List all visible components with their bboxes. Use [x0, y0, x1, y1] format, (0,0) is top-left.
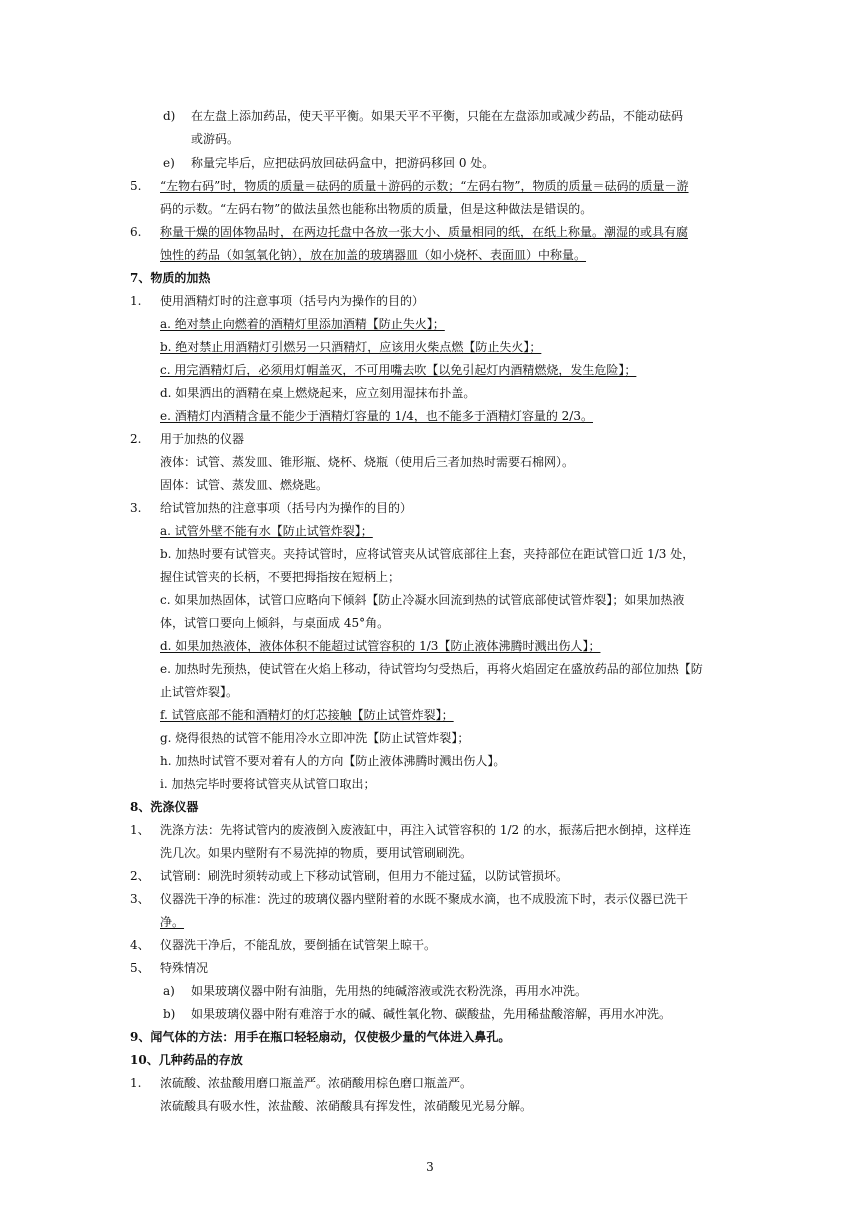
text-line: 称量干燥的固体物品时，在两边托盘中各放一张大小、质量相同的纸，在纸上称量。潮湿的或具有腐: [160, 225, 689, 239]
section-heading: 7、物质的加热: [130, 271, 211, 285]
item-marker: 1、: [130, 823, 150, 837]
page-number: 3: [426, 1160, 434, 1174]
item-marker: 2、: [130, 869, 150, 883]
text-line: a. 试管外壁不能有水【防止试管炸裂】；: [160, 524, 373, 538]
text-line: 体，试管口要向上倾斜，与桌面成 45°角。: [160, 616, 390, 630]
text-line: i. 加热完毕时要将试管夹从试管口取出；: [160, 777, 376, 791]
text-line: 止试管炸裂】。: [160, 685, 239, 699]
item-marker: 1.: [130, 294, 142, 308]
item-marker: 3、: [130, 892, 150, 906]
item-marker: 5、: [130, 961, 150, 975]
text-line: c. 用完酒精灯后，必须用灯帽盖灭，不可用嘴去吹【以免引起灯内酒精燃烧，发生危险】；: [160, 363, 637, 377]
text-line: 用于加热的仪器: [160, 432, 245, 446]
section-heading: 10、几种药品的存放: [130, 1053, 243, 1067]
text-line: 或游码。: [191, 132, 240, 146]
text-line: 浓硫酸具有吸水性，浓盐酸、浓硝酸具有挥发性，浓硝酸见光易分解。: [160, 1099, 533, 1113]
section-heading: 8、洗涤仪器: [130, 800, 199, 814]
text-line: 使用酒精灯时的注意事项（括号内为操作的目的）: [160, 294, 425, 308]
text-line: e. 酒精灯内酒精含量不能少于酒精灯容量的 1/4，也不能多于酒精灯容量的 2/3。: [160, 409, 593, 423]
text-line: 在左盘上添加药品，使天平平衡。如果天平不平衡，只能在左盘添加或减少药品，不能动砝码: [191, 109, 684, 123]
item-marker: 6.: [130, 225, 142, 239]
text-line: 浓硫酸、浓盐酸用磨口瓶盖严。浓硝酸用棕色磨口瓶盖严。: [160, 1076, 473, 1090]
item-marker: 5.: [130, 179, 142, 193]
section-heading: 9、闻气体的方法：用手在瓶口轻轻扇动，仅使极少量的气体进入鼻孔。: [130, 1030, 511, 1044]
text-line: a. 绝对禁止向燃着的酒精灯里添加酒精【防止失火】；: [160, 317, 445, 331]
text-line: 仪器洗干净后，不能乱放，要倒插在试管架上晾干。: [160, 938, 437, 952]
text-line: e. 加热时先预热，使试管在火焰上移动，待试管均匀受热后，再将火焰固定在盛放药品的部位加热【防: [160, 662, 703, 676]
item-marker: e): [163, 156, 175, 170]
text-line: 洗涤方法：先将试管内的废液倒入废液缸中，再注入试管容积的 1/2 的水，振荡后把水倒掉，这样连: [160, 823, 691, 837]
text-line: h. 加热时试管不要对着有人的方向【防止液体沸腾时溅出伤人】。: [160, 754, 506, 768]
text-line: 液体：试管、蒸发皿、锥形瓶、烧杯、烧瓶（使用后三者加热时需要石棉网）。: [160, 455, 575, 469]
text-line: 蚀性的药品（如氢氧化钠），放在加盖的玻璃器皿（如小烧杯、表面皿）中称量。: [160, 248, 587, 262]
text-line: g. 烧得很热的试管不能用冷水立即冲洗【防止试管炸裂】；: [160, 731, 470, 745]
item-marker: a): [163, 984, 175, 998]
text-line: 码的示数。“左码右物”的做法虽然也能称出物质的质量，但是这种做法是错误的。: [160, 202, 593, 216]
text-line: 握住试管夹的长柄，不要把拇指按在短柄上；: [160, 570, 401, 584]
text-line: b. 绝对禁止用酒精灯引燃另一只酒精灯，应该用火柴点燃【防止失火】；: [160, 340, 542, 354]
item-marker: 2.: [130, 432, 142, 446]
item-marker: 4、: [130, 938, 150, 952]
text-line: b. 加热时要有试管夹。夹持试管时，应将试管夹从试管底部往上套，夹持部位在距试管口近 1/3 处，: [160, 547, 695, 561]
text-line: 洗几次。如果内壁附有不易洗掉的物质，要用试管刷刷洗。: [160, 846, 473, 860]
text-line: 试管刷：刷洗时须转动或上下移动试管刷，但用力不能过猛，以防试管损坏。: [160, 869, 569, 883]
text-line: 称量完毕后，应把砝码放回砝码盒中，把游码移回 0 处。: [191, 156, 495, 170]
item-marker: b): [163, 1007, 176, 1021]
text-line: 如果玻璃仪器中附有油脂，先用热的纯碱溶液或洗衣粉洗涤，再用水冲洗。: [191, 984, 588, 998]
text-line: 给试管加热的注意事项（括号内为操作的目的）: [160, 501, 413, 515]
text-line: 仪器洗干净的标准：洗过的玻璃仪器内壁附着的水既不聚成水滴，也不成股流下时，表示仪器已洗干: [160, 892, 689, 906]
item-marker: d): [163, 109, 176, 123]
text-line: d. 如果洒出的酒精在桌上燃烧起来，应立刻用湿抹布扑盖。: [160, 386, 476, 400]
text-line: 固体：试管、蒸发皿、燃烧匙。: [160, 478, 329, 492]
text-line: c. 如果加热固体，试管口应略向下倾斜【防止冷凝水回流到热的试管底部使试管炸裂】；如果加热液: [160, 593, 685, 607]
item-marker: 1.: [130, 1076, 142, 1090]
text-line: 净。: [160, 915, 185, 929]
text-line: 如果玻璃仪器中附有难溶于水的碱、碱性氧化物、碳酸盐，先用稀盐酸溶解，再用水冲洗。: [191, 1007, 672, 1021]
item-marker: 3.: [130, 501, 142, 515]
text-line: 特殊情况: [160, 961, 209, 975]
text-line: f. 试管底部不能和酒精灯的灯芯接触【防止试管炸裂】；: [160, 708, 454, 722]
text-line: “左物右码”时，物质的质量＝砝码的质量＋游码的示数；“左码右物”，物质的质量＝砝码的质量－游: [160, 179, 689, 193]
text-line: d. 如果加热液体，液体体积不能超过试管容积的 1/3【防止液体沸腾时溅出伤人】；: [160, 639, 601, 653]
